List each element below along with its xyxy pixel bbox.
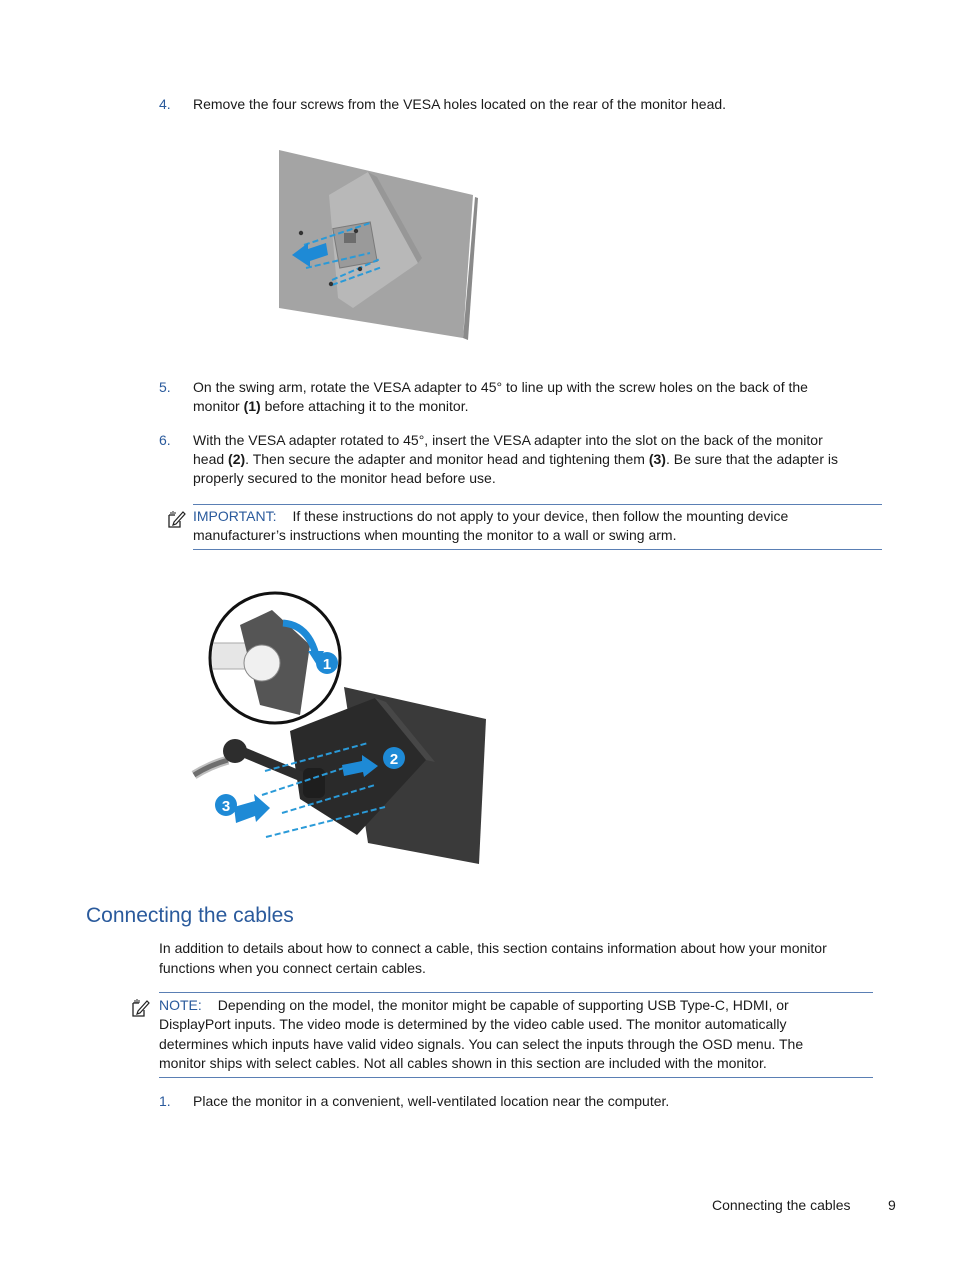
step-5-line-1: On the swing arm, rotate the VESA adapter to 45° to line up with the screw holes on the back of the	[193, 379, 808, 395]
screw-icon	[299, 231, 303, 235]
callout-2-label: 2	[389, 751, 399, 768]
callout-ref-1: (1)	[243, 398, 261, 414]
note-pad-icon	[130, 998, 150, 1018]
step-6-number: 6.	[159, 432, 171, 448]
note-line-2: DisplayPort inputs. The video mode is determined by the video cable used. The monitor automatically	[159, 1016, 787, 1032]
secure-arrow-icon	[234, 794, 270, 823]
important-bottom-rule	[193, 549, 882, 550]
attach-adapter-illustration	[190, 585, 500, 870]
step-1-text: Place the monitor in a convenient, well-ventilated location near the computer.	[193, 1093, 670, 1109]
screw-icon	[358, 267, 362, 271]
callout-1-label: 1	[322, 656, 332, 673]
callout-ref-3: (3)	[648, 451, 666, 467]
section-intro-line-1: In addition to details about how to connect a cable, this section contains information about how your monitor	[159, 940, 827, 956]
section-title: Connecting the cables	[86, 904, 294, 927]
step-4-number: 4.	[159, 96, 171, 112]
note-line-1: NOTE: Depending on the model, the monitor might be capable of supporting USB Type-C, HDMI, or	[159, 997, 789, 1013]
screw-icon	[329, 282, 333, 286]
step-6-line-3: properly secured to the monitor head before use.	[193, 470, 496, 486]
screw-icon	[354, 229, 358, 233]
important-line-1: IMPORTANT: If these instructions do not apply to your device, then follow the mounting device	[193, 508, 789, 524]
important-note-icon	[166, 509, 186, 529]
step-5-line-2: monitor (1) before attaching it to the monitor.	[193, 398, 469, 414]
section-intro-line-2: functions when you connect certain cables.	[159, 960, 426, 976]
callout-ref-2: (2)	[228, 451, 246, 467]
step-6-line-1: With the VESA adapter rotated to 45°, insert the VESA adapter into the slot on the back of the monitor	[193, 432, 823, 448]
callout-3-label: 3	[221, 798, 231, 815]
note-top-rule	[159, 992, 873, 993]
important-line-2: manufacturer’s instructions when mounting the monitor to a wall or swing arm.	[193, 527, 677, 543]
note-bottom-rule	[159, 1077, 873, 1078]
step-4-text: Remove the four screws from the VESA holes located on the rear of the monitor head.	[193, 96, 727, 112]
callout-badge-2	[383, 747, 405, 769]
note-label: NOTE:	[159, 997, 202, 1013]
footer-section-name: Connecting the cables	[712, 1197, 851, 1213]
important-label: IMPORTANT:	[193, 508, 277, 524]
important-top-rule	[193, 504, 882, 505]
step-5-number: 5.	[159, 379, 171, 395]
page-number: 9	[888, 1197, 896, 1213]
step-1-number: 1.	[159, 1093, 171, 1109]
callout-badge-3	[215, 794, 237, 816]
remove-screws-illustration	[270, 145, 480, 345]
step-6-line-2: head (2). Then secure the adapter and monitor head and tightening them (3). Be sure that the adapter is	[193, 451, 838, 467]
note-line-4: monitor ships with select cables. Not all cables shown in this section are included with the monitor.	[159, 1055, 767, 1071]
note-line-3: determines which inputs have valid video signals. You can select the inputs through the OSD menu. The	[159, 1036, 804, 1052]
callout-badge-1	[316, 652, 338, 674]
